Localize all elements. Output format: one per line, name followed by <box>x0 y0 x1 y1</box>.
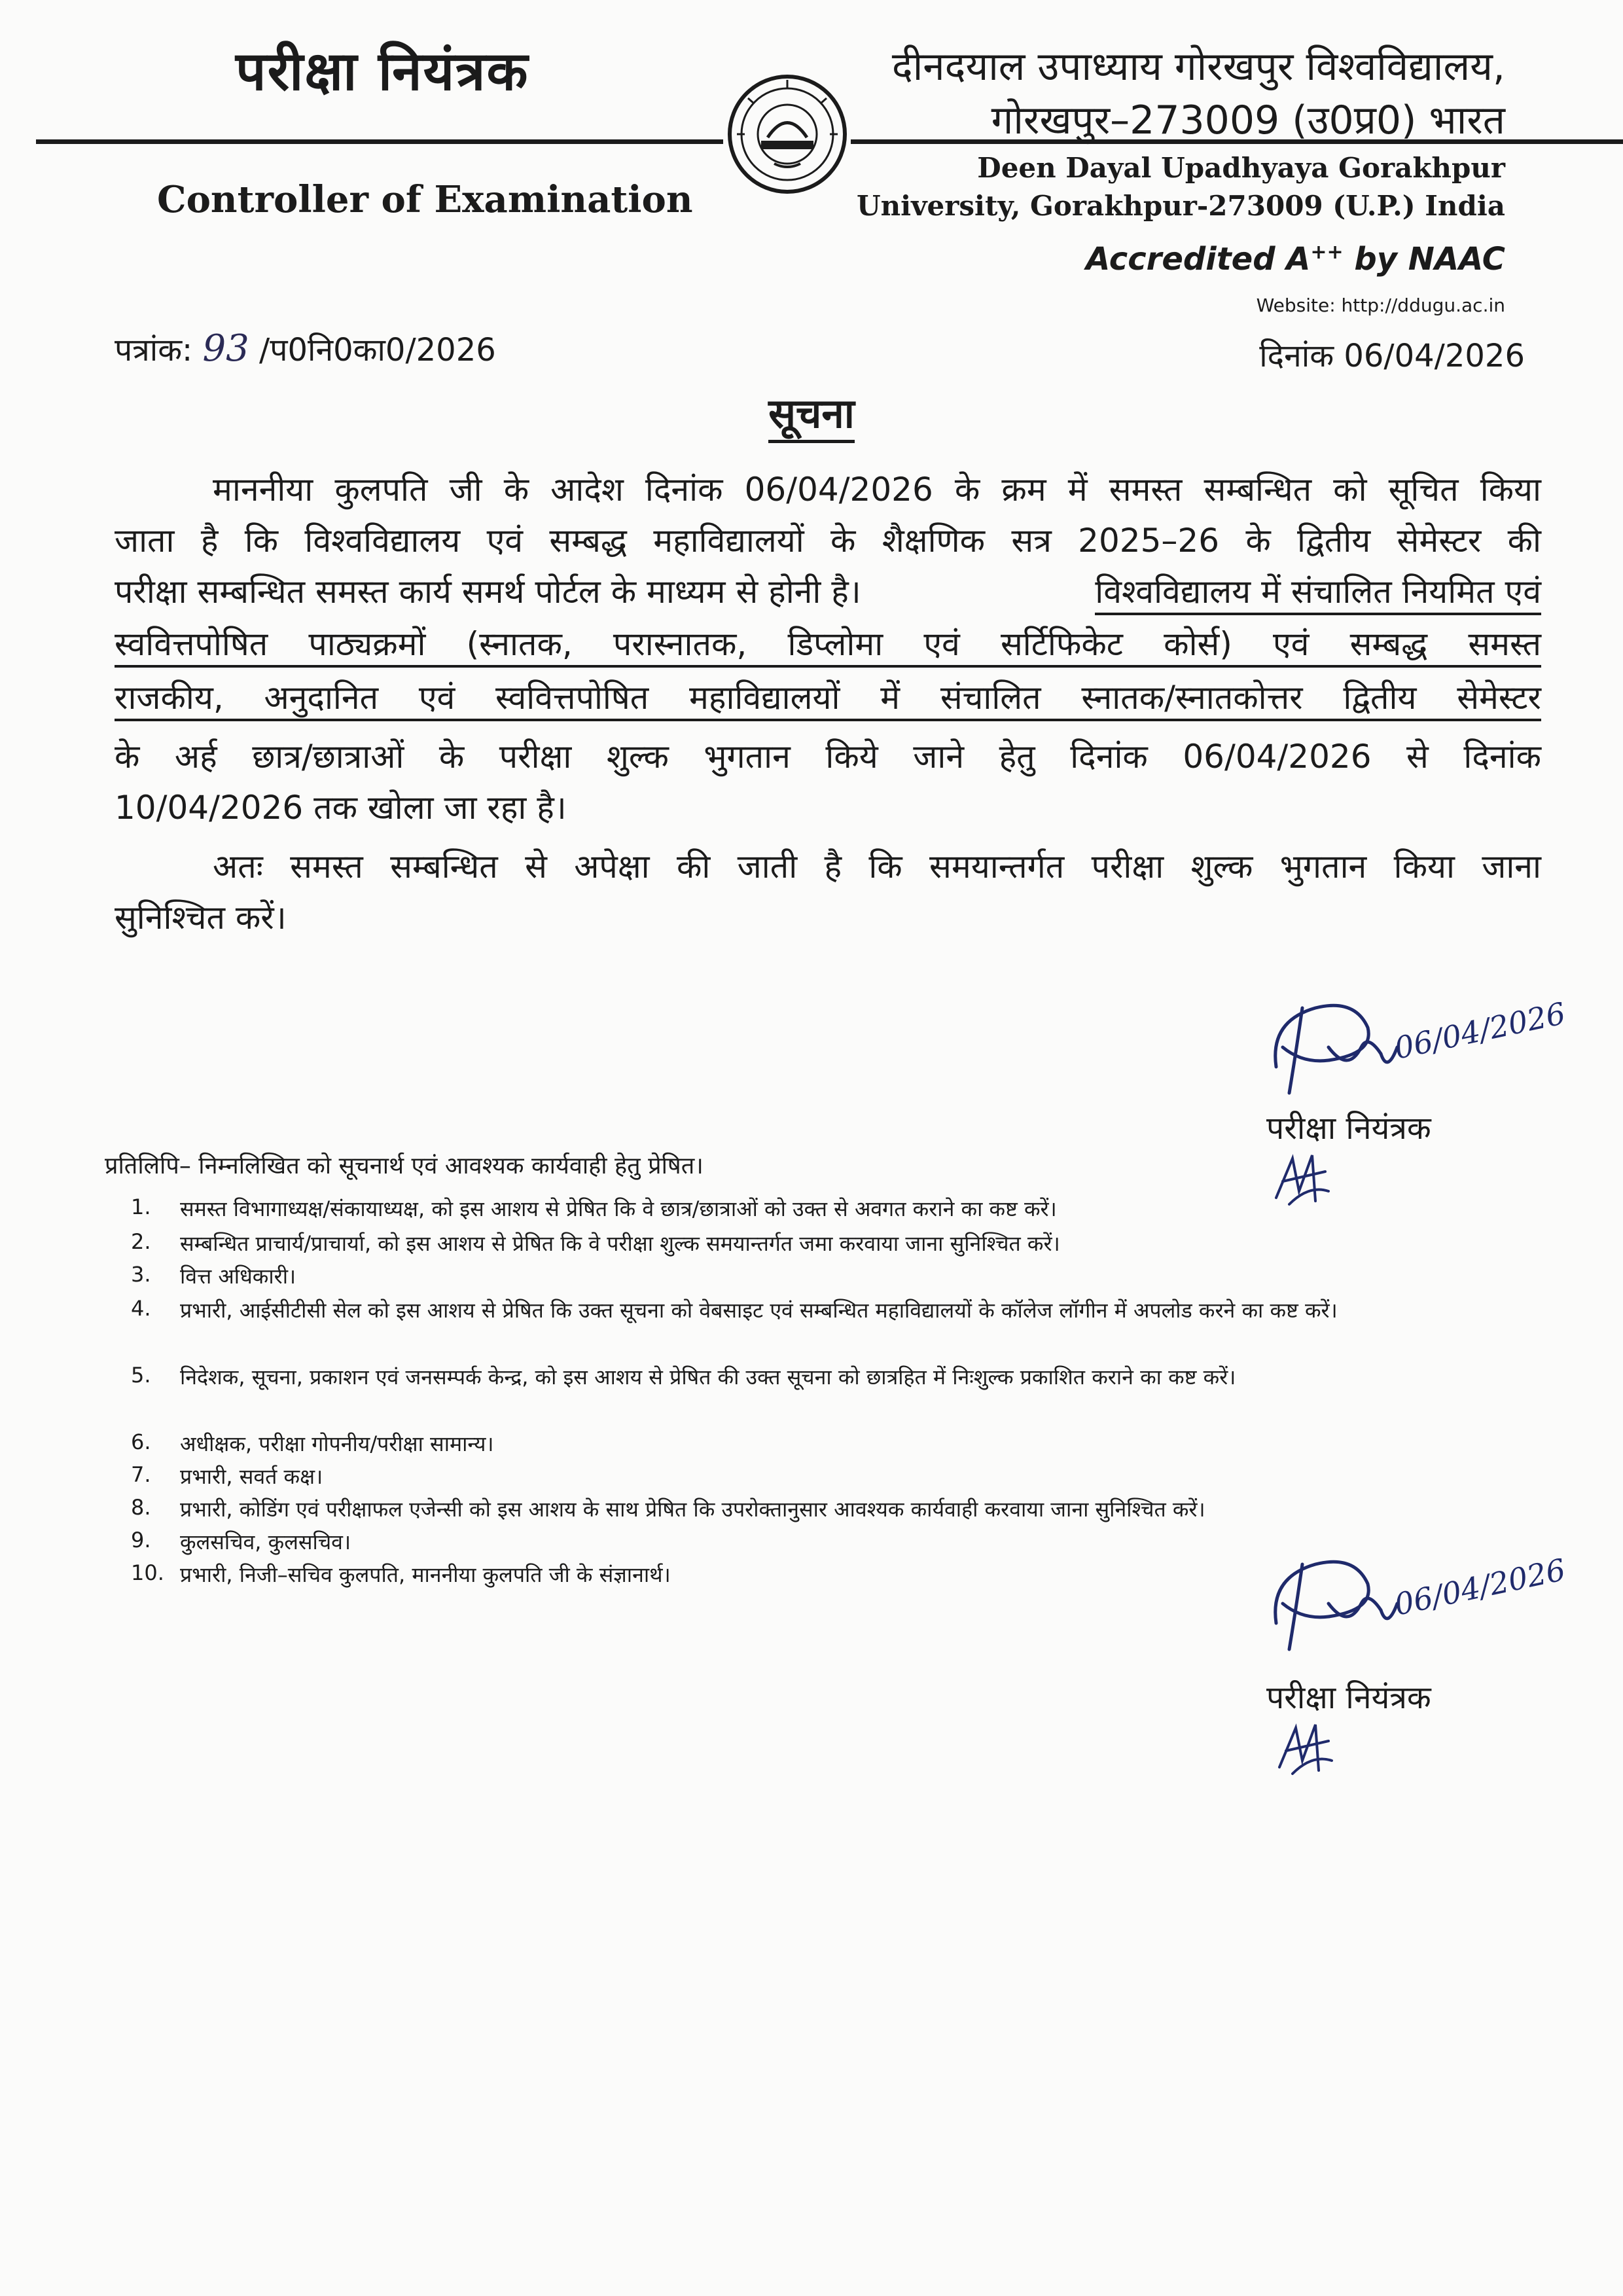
notice-line: 10/04/2026 तक खोला जा रहा है। <box>115 789 567 827</box>
copy-to-item: 6. अधीक्षक, परीक्षा गोपनीय/परीक्षा सामान्य। <box>131 1429 494 1456</box>
signature-2-initials <box>1266 1715 1345 1780</box>
notice-line: सुनिश्चित करें। <box>115 899 287 937</box>
website-link[interactable]: Website: http://ddugu.ac.in <box>1256 295 1505 316</box>
reference-date: दिनांक 06/04/2026 <box>1259 338 1525 374</box>
notice-line: के अर्ह छात्र/छात्राओं के परीक्षा शुल्क भुगतान किये जाने हेतु दिनांक 06/04/2026 से दिनांक <box>115 738 1541 776</box>
reference-label: पत्रांक: <box>115 332 193 368</box>
university-address-english: University, Gorakhpur-273009 (U.P.) India <box>856 190 1505 222</box>
copy-to-item: 7. प्रभारी, सवर्त कक्ष। <box>131 1462 323 1489</box>
copy-to-item: 3. वित्त अधिकारी। <box>131 1262 296 1289</box>
copy-to-item: 4. प्रभारी, आईसीटीसी सेल को इस आशय से प्रेषित कि उक्त सूचना को वेबसाइट एवं सम्बन्धित महाविद्यालयों के कॉलेज लॉगीन में अपलोड करने का कष्ट करें। <box>131 1296 1338 1323</box>
signature-2-label: परीक्षा नियंत्रक <box>1266 1679 1431 1716</box>
copy-to-item: 9. कुलसचिव, कुलसचिव। <box>131 1528 351 1554</box>
notice-line <box>115 568 1541 615</box>
copy-to-item: 2. सम्बन्धित प्राचार्य/प्राचार्या, को इस आशय से प्रेषित कि वे परीक्षा शुल्क समयान्तर्गत जमा करवाया जाना सुनिश्चित करें। <box>131 1229 1060 1256</box>
copy-to-item: 8. प्रभारी, कोडिंग एवं परीक्षाफल एजेन्सी को इस आशय के साथ प्रेषित कि उपरोक्तानुसार आवश्यक कार्यवाही करवाया जाना सुनिश्चित करें। <box>131 1495 1205 1522</box>
copy-to-item: 1. समस्त विभागाध्यक्ष/संकायाध्यक्ष, को इस आशय से प्रेषित कि वे छात्र/छात्राओं को उक्त से अवगत कराने का कष्ट करें। <box>131 1194 1057 1221</box>
naac-accreditation: Accredited A++ by NAAC <box>1086 241 1505 278</box>
office-title-english: Controller of Examination <box>157 178 693 221</box>
copy-to-item: 10. प्रभारी, निजी–सचिव कुलपति, माननीया कुलपति जी के संज्ञानार्थ। <box>131 1560 671 1587</box>
university-seal-logo <box>725 72 849 196</box>
notice-line: अतः समस्त सम्बन्धित से अपेक्षा की जाती है कि समयान्तर्गत परीक्षा शुल्क भुगतान किया जाना <box>213 848 1541 886</box>
notice-title: सूचना <box>0 385 1623 440</box>
signature-1-date: 06/04/2026 <box>1391 995 1569 1066</box>
notice-highlight-line: स्ववित्तपोषित पाठ्यक्रमों (स्नातक, परास्नातक, डिप्लोमा एवं सर्टिफिकेट कोर्स) एवं सम्बद्ध समस्त <box>115 620 1541 668</box>
reference-handwritten-number: 93 <box>202 327 249 370</box>
signature-1-label: परीक्षा नियंत्रक <box>1266 1110 1431 1147</box>
office-title-hindi: परीक्षा नियंत्रक <box>236 41 529 103</box>
university-name-hindi: दीनदयाल उपाध्याय गोरखपुर विश्वविद्यालय, <box>891 44 1505 90</box>
signature-1 <box>1257 982 1597 1113</box>
notice-line: माननीया कुलपति जी के आदेश दिनांक 06/04/2026 के क्रम में समस्त सम्बन्धित को सूचित किया <box>213 471 1541 509</box>
notice-line: जाता है कि विश्वविद्यालय एवं सम्बद्ध महाविद्यालयों के शैक्षणिक सत्र 2025–26 के द्वितीय सेमेस्टर की <box>115 522 1541 560</box>
university-name-english: Deen Dayal Upadhyaya Gorakhpur <box>977 152 1505 184</box>
notice-highlight-line: राजकीय, अनुदानित एवं स्ववित्तपोषित महाविद्यालयों में संचालित स्नातक/स्नातकोत्तर द्वितीय सेमेस्टर <box>115 674 1541 721</box>
copy-to-title: प्रतिलिपि– निम्नलिखित को सूचनार्थ एवं आवश्यक कार्यवाही हेतु प्रेषित। <box>105 1153 704 1179</box>
signature-2-date: 06/04/2026 <box>1391 1551 1569 1623</box>
notice-line-part: परीक्षा सम्बन्धित समस्त कार्य समर्थ पोर्टल के माध्यम से होनी है। <box>115 573 861 611</box>
reference-suffix: /प0नि0का0/2026 <box>259 332 496 368</box>
university-address-hindi: गोरखपुर–273009 (उ0प्र0) भारत <box>991 98 1505 143</box>
header-rule-left <box>36 139 723 144</box>
signature-2 <box>1257 1538 1597 1669</box>
copy-to-item: 5. निदेशक, सूचना, प्रकाशन एवं जनसम्पर्क केन्द्र, को इस आशय से प्रेषित की उक्त सूचना को छात्रहित में निःशुल्क प्रकाशित कराने का कष्ट करें। <box>131 1363 1236 1390</box>
reference-number <box>115 327 496 370</box>
notice-highlight: विश्वविद्यालय में संचालित नियमित एवं <box>1095 568 1541 615</box>
